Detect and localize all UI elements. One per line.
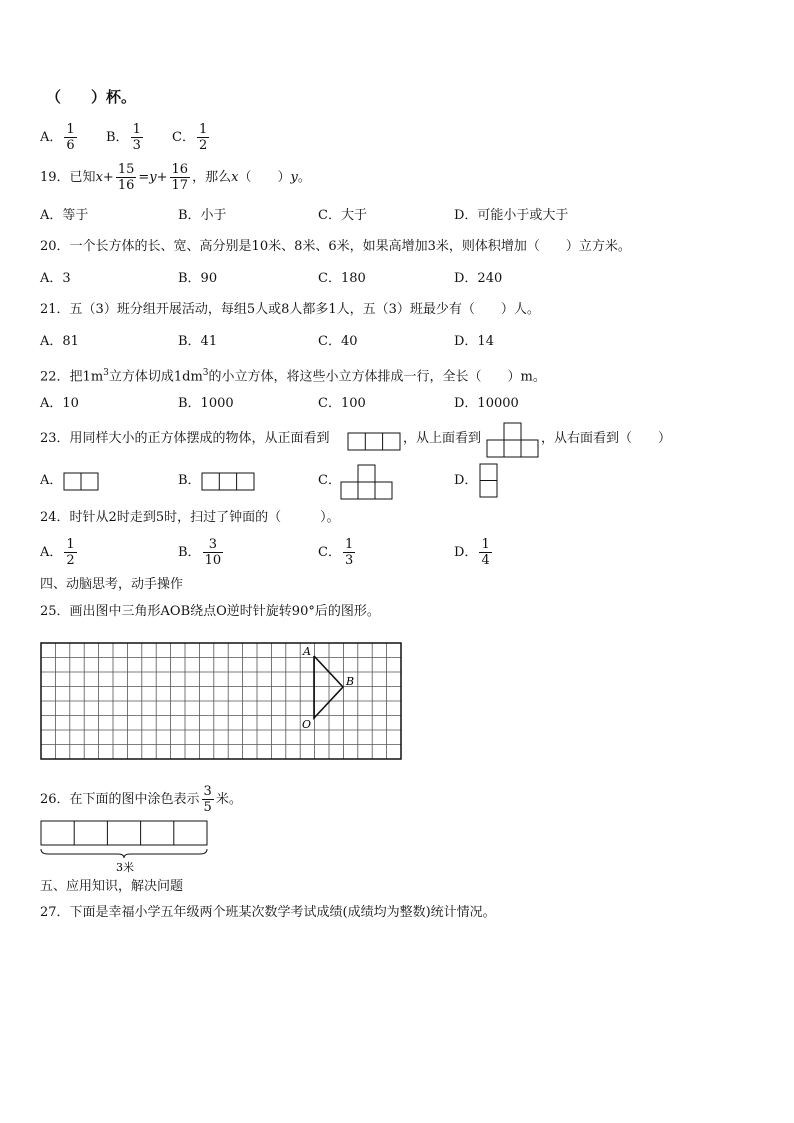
q23-option-a[interactable]: A．	[40, 473, 63, 488]
q23-option-d[interactable]: D．	[454, 473, 478, 488]
q22-option-b[interactable]: B．1000	[178, 396, 234, 411]
q23-stem-mid: ，从上面看到	[403, 431, 482, 446]
q26-bar-figure	[40, 820, 210, 878]
q23-stem-end: ，从右面看到（ ）	[541, 431, 672, 446]
q23-option-c-figure	[340, 464, 395, 502]
q24-stem: 24．时针从2时走到5时，扫过了钟面的（ ）。	[40, 510, 340, 525]
q21-option-b[interactable]: B．41	[178, 334, 218, 349]
q23-top-view-figure	[486, 422, 541, 460]
q19-option-d[interactable]: D．可能小于或大于	[454, 208, 569, 223]
q19-option-b[interactable]: B．小于	[178, 208, 227, 223]
q24-option-b[interactable]: B． $\frac{3}{10}$	[178, 537, 222, 568]
point-a-label: A	[303, 645, 311, 658]
q22-option-a[interactable]: A．10	[40, 396, 79, 411]
q23-option-a-figure	[63, 472, 101, 492]
q21-stem: 21．五（3）班分组开展活动，每组5人或8人都多1人，五（3）班最少有（ ）人。	[40, 302, 540, 317]
q21-option-a[interactable]: A．81	[40, 334, 79, 349]
brace-label: 3米	[116, 861, 134, 874]
q20-option-b[interactable]: B．90	[178, 271, 218, 286]
section-4-heading: 四、动脑思考，动手操作	[40, 577, 184, 592]
q21-option-d[interactable]: D．14	[454, 334, 494, 349]
q20-option-d[interactable]: D．240	[454, 271, 503, 286]
q22-option-d[interactable]: D．10000	[454, 396, 519, 411]
q23-option-c[interactable]: C．	[318, 473, 341, 488]
q24-option-a[interactable]: A． $\frac{1}{2}$	[40, 537, 75, 568]
section-5-heading: 五、应用知识，解决问题	[40, 879, 184, 894]
q19-option-a[interactable]: A．等于	[40, 208, 89, 223]
q22-option-c[interactable]: C．100	[318, 396, 366, 411]
q18-option-b[interactable]: B． $\frac{1}{3}$	[106, 122, 141, 153]
q20-stem: 20．一个长方体的长、宽、高分别是10米、8米、6米，如果高增加3米，则体积增加（ ）立方米。	[40, 239, 631, 254]
q27-stem: 27．下面是幸福小学五年级两个班某次数学考试成绩(成绩均为整数)统计情况。	[40, 905, 496, 920]
q20-option-c[interactable]: C．180	[318, 271, 366, 286]
point-b-label: B	[346, 675, 355, 688]
q22-stem: 22．把$1m^3$立方体切成$1dm^3$的小立方体，将这些小立方体排成一行，全长（ ）m。	[40, 368, 546, 385]
q23-option-d-figure	[479, 463, 499, 499]
q20-option-a[interactable]: A．3	[40, 271, 71, 286]
point-o-label: O	[302, 718, 312, 731]
q23-option-b[interactable]: B．	[178, 473, 201, 488]
q23-front-view-figure	[347, 432, 402, 452]
q19-option-c[interactable]: C．大于	[318, 208, 367, 223]
q18-option-a[interactable]: A． $\frac{1}{6}$	[40, 122, 75, 153]
q24-option-d[interactable]: D． $\frac{1}{4}$	[454, 537, 490, 568]
q25-grid-figure	[40, 642, 404, 762]
q21-option-c[interactable]: C．40	[318, 334, 358, 349]
q26-stem: 26．在下面的图中涂色表示 $\frac{3}{5}$ 米。	[40, 784, 242, 815]
q24-option-c[interactable]: C． $\frac{1}{3}$	[318, 537, 354, 568]
q18-option-c[interactable]: C． $\frac{1}{2}$	[172, 122, 208, 153]
q25-stem: 25．画出图中三角形AOB绕点O逆时针旋转90°后的图形。	[40, 604, 380, 619]
q18-stem-tail: （ ）杯。	[46, 88, 137, 106]
q19-stem: 19．已知x+ $\frac{15}{16}$ =y+ $\frac{16}{17}$ ，那么x（ ）y。	[40, 162, 311, 193]
q23-stem: 23．用同样大小的正方体摆成的物体，从正面看到	[40, 431, 330, 446]
q23-option-b-figure	[201, 472, 256, 492]
